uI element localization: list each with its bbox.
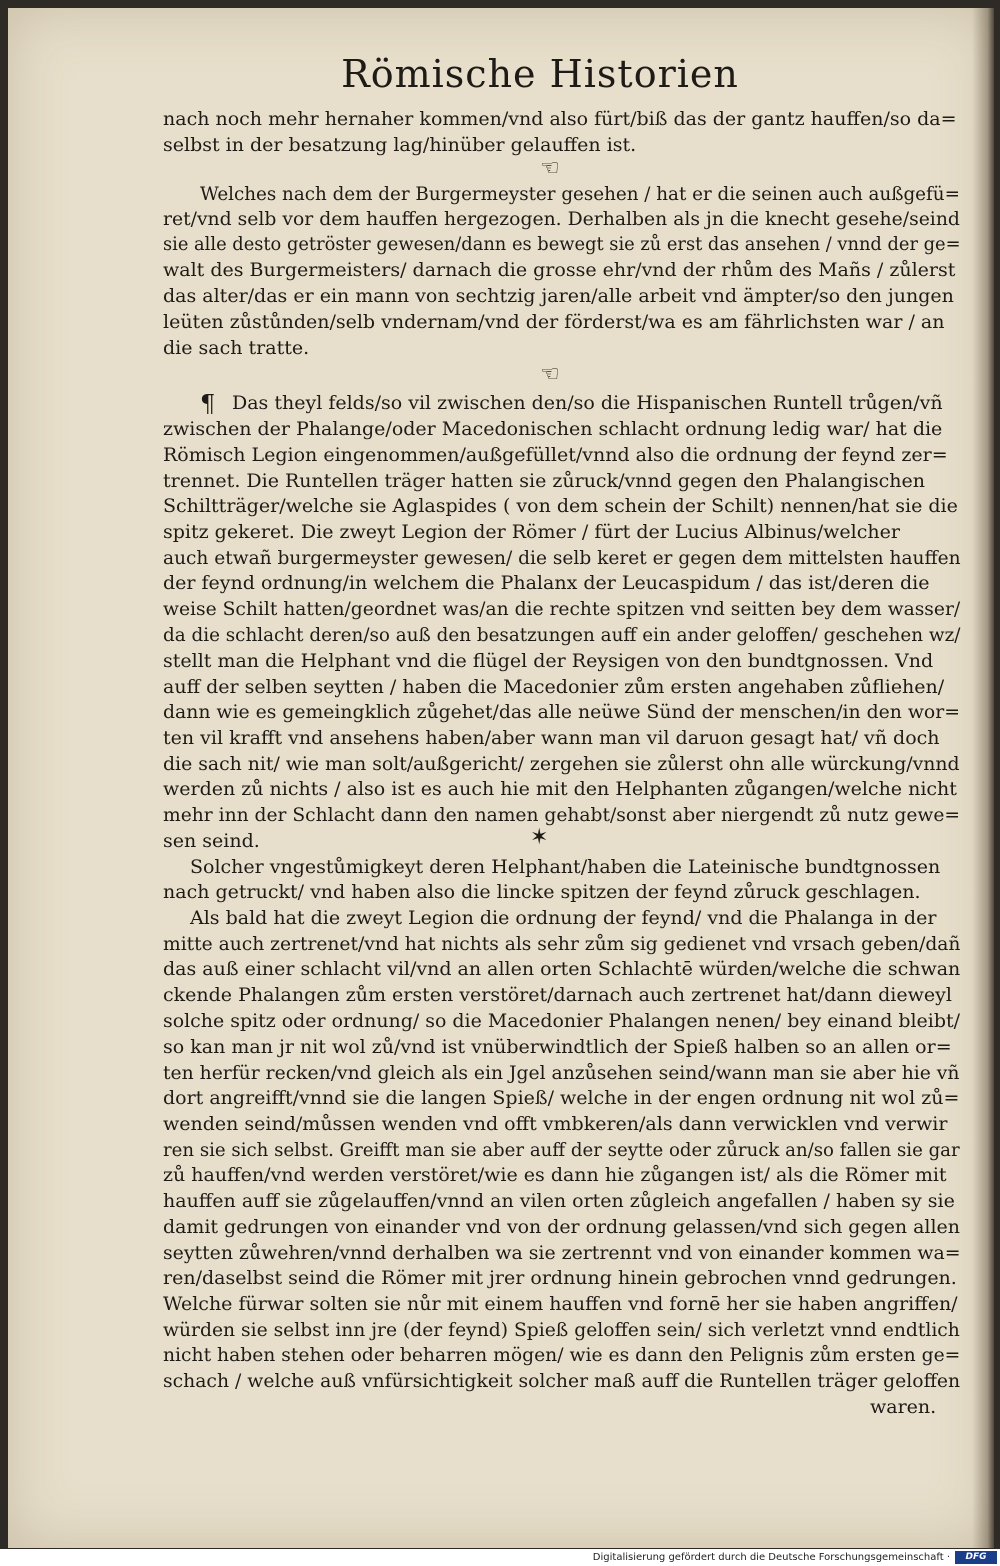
text-line: mehr inn der Schlacht dann den namen gehabt/sonst aber niergendt zů nutz gewe=	[163, 804, 961, 826]
text-line: Das theyl felds/so vil zwischen den/so die Hispanischen Runtell trůgen/vñ	[232, 392, 943, 414]
text-line: solche spitz oder ordnung/ so die Macedonier Phalangen nenen/ bey einand bleibt/	[163, 1010, 960, 1032]
manicule-icon: ☜	[540, 156, 560, 181]
text-line: selbst in der besatzung lag/hinüber gelauffen ist.	[163, 134, 637, 156]
text-line: Welche fürwar solten sie nůr mit einem hauffen vnd fornē her sie haben angriffen/	[163, 1293, 958, 1315]
text-line: Solcher vngestůmigkeyt deren Helphant/haben die Lateinische bundtgnossen	[190, 856, 941, 878]
text-line: der feynd ordnung/in welchem die Phalanx der Leucaspidum / das ist/deren die	[163, 572, 930, 594]
paragraph-mark-icon: ¶	[200, 390, 216, 418]
text-line: Schiltträger/welche sie Aglaspides ( von dem schein der Schilt) nennen/hat sie die	[163, 495, 958, 517]
text-line: ckende Phalangen zům ersten verstöret/darnach auch zertrenet hat/dann dieweyl	[163, 984, 952, 1006]
text-line: ret/vnd selb vor dem hauffen hergezogen. Derhalben als jn die knecht gesehe/seind	[163, 208, 960, 230]
text-line: nicht haben stehen oder beharren mögen/ wie es dann den Pelignis zům ersten ge=	[163, 1344, 961, 1366]
text-line: wenden seind/můssen wenden vnd offt vmbkeren/als dann verwicklen vnd verwir	[163, 1113, 948, 1135]
text-line: dann wie es gemeingklich zůgehet/das alle neüwe Sünd der menschen/in den wor=	[163, 701, 960, 723]
digitization-footer	[0, 1549, 1000, 1566]
text-line: das alter/das er ein mann von sechtzig jaren/alle arbeit vnd ämpter/so den jungen	[163, 285, 954, 307]
text-line: da die schlacht deren/so auß den besatzungen auff ein ander geloffen/ geschehen wz/	[163, 624, 961, 646]
text-line: Römisch Legion eingenommen/außgefüllet/vnnd also die ordnung der feynd zer=	[163, 444, 948, 466]
text-line: sen seind.	[163, 830, 260, 852]
manicule-icon: ☜	[540, 362, 560, 387]
text-line: seytten zůwehren/vnnd derhalben wa sie zertrennt vnd von einander kommen wa=	[163, 1242, 961, 1264]
text-line: leüten zůstůnden/selb vndernam/vnd der förderst/wa es am fährlichsten war / an	[163, 311, 945, 333]
text-line: damit gedrungen von einander vnd von der ordnung gelassen/vnd sich gegen allen	[163, 1216, 960, 1238]
text-line: auch etwañ burgermeyster gewesen/ die selb keret er gegen dem mittelsten hauffen	[163, 547, 961, 569]
funding-notice: Digitalisierung gefördert durch die Deutsche Forschungsgemeinschaft ·	[592, 1552, 950, 1563]
text-line: das auß einer schlacht vil/vnd an allen orten Schlachtē würden/welche die schwan	[163, 958, 961, 980]
text-line: ren sie sich selbst. Greifft man sie aber auff der seytte oder zůruck an/so fallen sie gar	[163, 1139, 960, 1161]
text-line: Welches nach dem der Burgermeyster gesehen / hat er die seinen auch außgefü=	[200, 183, 960, 205]
text-line: auff der selben seytten / haben die Macedonier zům ersten angehaben zůfliehen/	[163, 676, 945, 698]
dfg-logo: DFG	[955, 1551, 997, 1564]
text-line: stellt man die Helphant vnd die flügel der Reysigen von den bundtgnossen. Vnd	[163, 650, 934, 672]
text-line: hauffen auff sie zůgelauffen/vnnd an vilen orten zůgleich angefallen / haben sy sie	[163, 1190, 955, 1212]
text-line: zů hauffen/vnd werden verstöret/wie es dann hie zůgangen ist/ als die Römer mit	[163, 1164, 947, 1186]
asterisk-mark-icon: ✶	[530, 825, 549, 850]
text-line: spitz gekeret. Die zweyt Legion der Römer / fürt der Lucius Albinus/welcher	[163, 521, 900, 543]
text-line: Als bald hat die zweyt Legion die ordnung der feynd/ vnd die Phalanga in der	[190, 907, 937, 929]
text-line: nach noch mehr hernaher kommen/vnd also fürt/biß das der gantz hauffen/so da=	[163, 108, 957, 130]
running-title: Römische Historien	[341, 52, 739, 96]
text-line: sie alle desto getröster gewesen/dann es bewegt sie zů erst das ansehen / vnnd der ge=	[163, 233, 961, 255]
text-line: walt des Burgermeisters/ darnach die grosse ehr/vnd der rhům des Mañs / zůlerst	[163, 259, 956, 281]
text-line: mitte auch zertrenet/vnd hat nichts als sehr zům sig gedienet vnd vrsach geben/dañ	[163, 933, 961, 955]
text-line: weise Schilt hatten/geordnet was/an die rechte spitzen vnd seitten bey dem wasser/	[163, 598, 961, 620]
text-line: schach / welche auß vnfürsichtigkeit solcher maß auff die Runtellen träger geloffen	[163, 1370, 961, 1392]
text-line: ten herfür recken/vnd gleich als ein Jgel anzůsehen seind/wann man sie aber hie vñ	[163, 1062, 960, 1084]
text-line: nach getruckt/ vnd haben also die lincke spitzen der feynd zůruck geschlagen.	[163, 881, 921, 903]
text-line: ten vil krafft vnd ansehens haben/aber wann man vil daruon gesagt hat/ vñ doch	[163, 727, 940, 749]
text-line: die sach nit/ wie man solt/außgericht/ zergehen sie zůlerst ohn alle würckung/vnnd	[163, 753, 960, 775]
text-line: werden zů nichts / also ist es auch hie mit den Helphanten zůgangen/welche nicht	[163, 778, 957, 800]
text-line: so kan man jr nit wol zů/vnd ist vnüberwindtlich der Spieß halben so an allen or=	[163, 1036, 952, 1058]
text-line: zwischen der Phalange/oder Macedonischen schlacht ordnung ledig war/ hat die	[163, 418, 943, 440]
text-line: ren/daselbst seind die Römer mit jrer ordnung hinein gebrochen vnnd gedrungen.	[163, 1267, 957, 1289]
text-line: trennet. Die Runtellen träger hatten sie zůruck/vnnd gegen den Phalangischen	[163, 470, 926, 492]
catchword: waren.	[870, 1396, 937, 1418]
text-line: die sach tratte.	[163, 337, 310, 359]
text-line: dort angreifft/vnnd sie die langen Spieß/ welche in der engen ordnung nit wol zů=	[163, 1087, 960, 1109]
text-line: würden sie selbst inn jre (der feynd) Spieß geloffen sein/ sich verletzt vnnd endtlich	[163, 1319, 960, 1341]
